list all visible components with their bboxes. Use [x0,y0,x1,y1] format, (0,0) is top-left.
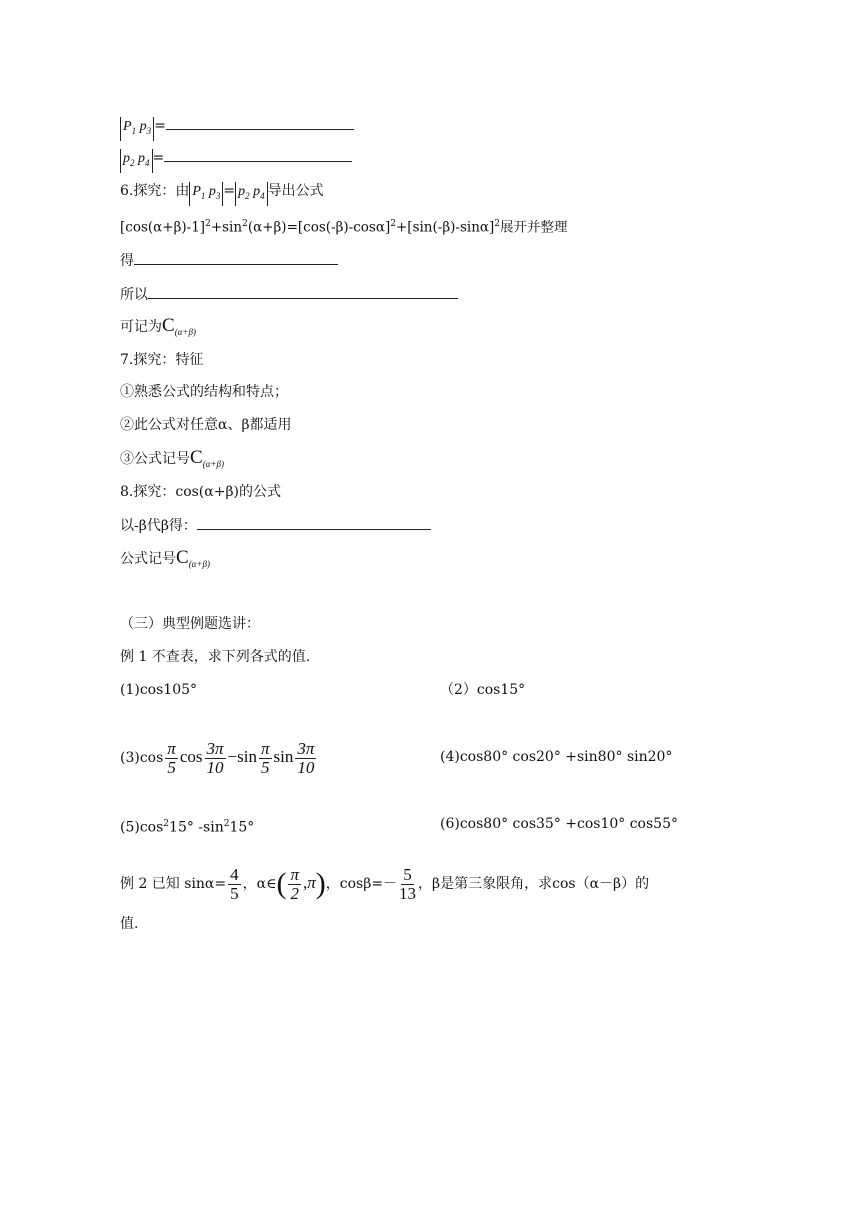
p1p3-line: $P_1$ $p_3$ = [120,115,354,141]
de-line: 得 [120,250,338,271]
item-8-sub: 以-β代β得： [120,515,431,536]
answer-blank[interactable] [166,115,354,130]
item-6: 6.探究：由 $P_1$ $p_3 = p_2$ $p_4$ 导出公式 [120,181,324,206]
answer-blank[interactable] [148,284,458,299]
jiwei-line: 可记为$C_{(\alpha+\beta)}$ [120,315,196,337]
suoyi-line: 所以 [120,284,458,305]
p2p4-line: $p_2$ $p_4$ = [120,147,352,173]
abs-p1p3: $P_1$ $p_3$ [120,117,154,141]
question-4: (4)cos80° cos20° +sin80° sin20° [440,749,673,765]
question-6: (6)cos80° cos35° +cos10° cos55° [440,816,678,832]
example-2-tail: 值. [120,916,139,932]
item-8-mark: 公式记号$C_{(\alpha+\beta)}$ [120,547,210,569]
item-7-3: ③公式记号$C_{(\alpha+\beta)}$ [120,447,224,469]
expand-line: $[\cos(\alpha+\beta)-1]^2+\sin^2(\alpha+\beta)=[\cos(-\beta)-\cos\alpha]^2+[\sin(-\beta)-\sin\alpha]^2$展开并整理 [120,219,568,236]
question-1: (1)cos105° [120,682,198,698]
question-2: （2）cos15° [440,682,526,698]
answer-blank[interactable] [164,147,352,162]
item-8: 8.探究：cos(α+β)的公式 [120,484,282,500]
abs-p2p4: $p_2$ $p_4$ [120,149,153,173]
item-7-1: ①熟悉公式的结构和特点； [120,384,288,400]
section-title: （三）典型例题选讲： [120,616,260,632]
item-7: 7.探究：特征 [120,352,204,368]
answer-blank[interactable] [134,250,338,265]
question-5: $(5)\cos^215^\circ$ $-\sin^215^\circ$ [120,819,255,836]
answer-blank[interactable] [197,515,431,530]
item-7-2: ②此公式对任意α、β都适用 [120,417,292,433]
example-2: 例 2 已知 sinα= $\frac{4}{5}$ ，α∈( $\frac{\pi}{2}$ ,π)，cosβ=－ $\frac{5}{13}$ ，β是第三象限角，求cos（α－β）的 [120,864,650,903]
example-1: 例 1 不查表，求下列各式的值. [120,649,311,665]
question-3: (3)cos $\frac{\pi}{5}$ cos $\frac{3\pi}{10}$ −sin $\frac{\pi}{5}$ sin $\frac{3\pi}{10}$ [120,738,315,777]
